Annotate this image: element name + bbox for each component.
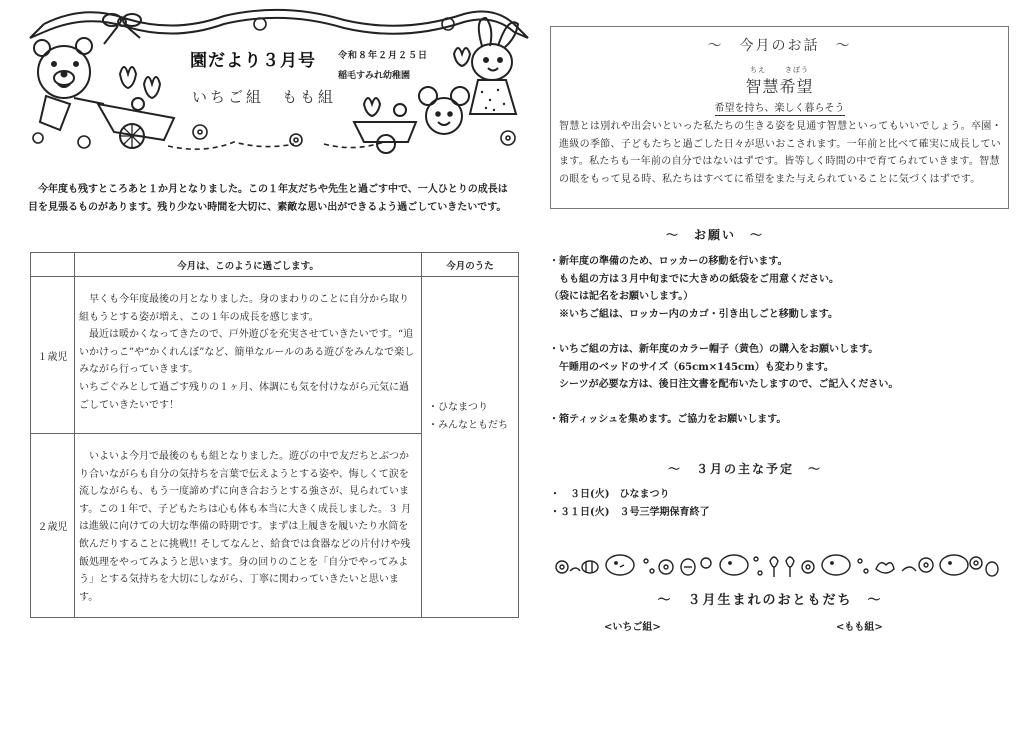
request-line: ※いちご組は、ロッカー内のカゴ・引き出しごと移動します。 [549,308,838,320]
decorative-border [554,551,1000,581]
schedule-list [550,486,709,522]
requests-list [549,253,1019,429]
request-line: ・いちご組の方は、新年度のカラー帽子（黄色）の購入をお願いします。 [549,343,879,355]
request-line: （袋には記名をお願いします。） [549,291,694,303]
plan-paragraph: いちごぐみとして過ごす残りの１ヶ月、体調にも気を付けながら元気に過ごしていきたいです！ [79,381,409,411]
request-line: ・箱ティッシュを集めます。ご協力をお願いします。 [549,414,787,426]
school-name: 稲毛すみれ幼稚園 [338,71,411,81]
spacer [549,323,1019,341]
request-line: シーツが必要な方は、後日注文書を配布いたしますので、ご記入ください。 [549,379,899,391]
monthly-plan-table [30,252,519,618]
story-heading: ～ 今月のお話 ～ [707,38,852,54]
plan-paragraph: 最近は暖かくなってきたので、戸外遊びを充実させていきたいです。“追いかけっこ”や“かくれんぼ”など、簡単なルールのある遊びをみんなで楽しみながら行っていきます。 [79,329,415,376]
header-song: 今月のうた [422,253,519,277]
subtitle-text: 希望を持ち、楽しく暮らそう [714,103,845,114]
table-row-age1 [31,277,519,434]
schedule-item: ・３１日(火) ３号三学期保育終了 [550,507,710,518]
furigana-chie: ちえ [749,66,766,74]
schedule-heading: ～ ３月の主な予定 ～ [667,462,822,476]
plan-text-age1 [75,277,422,434]
plan-text-age2 [75,434,422,618]
request-line: ・新年度の準備のため、ロッカーの移動を行います。 [549,256,788,267]
intro-text: 今年度も残すところあと１か月となりました。この１年友だちや先生と過ごす中で、一人ひとりの成長は目を見張るものがあります。残り少ない時間を大切に、素敵な思い出ができるよう過ごしていきたいです。 [28,184,508,213]
song-item: ・ひなまつり [428,402,488,413]
intro-paragraph [28,181,516,217]
issue-date: 令和８年２月２５日 [338,51,429,61]
momo-class-label: <もも組> [836,622,883,633]
schedule-item: ・ ３日(火) ひなまつり [550,489,670,500]
furigana-kibou: きぼう [785,66,810,74]
header-illustration [24,4,536,156]
spacer [549,394,1019,412]
story-body: 智慧とは別れや出会いといった私たちの生きる姿を見通す智慧といってもいいでしょう。卒園・進級の季節、子どもたちと過ごした日々が思いおこされます。一年前と比べて確実に成長しています。私たちも一年前の自分ではないはずです。皆等しく時間の中で育てられていきます。智慧の眼をもって見る時、私たちはすべてに希望をまた与えられていることに気づくはずです。 [559,121,1002,185]
ichigo-class-label: <いちご組> [604,622,661,633]
request-line: 午睡用のベッドのサイズ（65cm×145cm）も変わります。 [549,361,834,373]
requests-heading: ～ お願い ～ [665,228,764,242]
plan-paragraph: 早くも今年度最後の月となりました。身のまわりのことに自分から取り組もうとする姿が増え、この１年の成長を感じます。 [79,294,409,323]
plan-paragraph: いよいよ今月で最後のもも組となりました。遊びの中で友だちとぶつかり合いながらも自分の気持ちを言葉で伝えようとする姿や、悔しくて涙を流しながらも、もう一度諦めずに向き合おうとする強さが、見られています。この１年で、子どもたちは心も体も本当に大きく成長しました。３ 月は進級に向けての大切な準備の時期です。まずは上履きを履いたり水筒を飲んだりすることに挑戦!! そしてなんと、給食では食器などの片付けや残飯処理をやってみようと思います。身の回りのことを「自分でやってみよう」とする気持ちを大切にしながら、丁寧に関わっていきたいと思います。 [79,451,412,603]
proverb-text: 智慧希望 [745,77,814,96]
age-label: ２歳児 [31,434,75,618]
proverb-block [551,57,1008,97]
newsletter-title: 園だより３月号 [190,51,316,71]
birthday-heading: ～ ３月生まれのおともだち ～ [657,593,883,608]
header-plan: 今月は、このように過ごします。 [75,253,422,277]
age-label: １歳児 [31,277,75,434]
songs-cell [422,277,519,618]
story-subtitle [551,99,1008,114]
song-item: ・みんなともだち [428,419,508,431]
class-names: いちご組 もも組 [192,88,337,106]
table-header-row [31,253,519,277]
request-line: もも組の方は３月中旬までに大きめの紙袋をご用意ください。 [549,273,839,285]
header-age [31,253,75,277]
monthly-story-box [550,26,1009,209]
